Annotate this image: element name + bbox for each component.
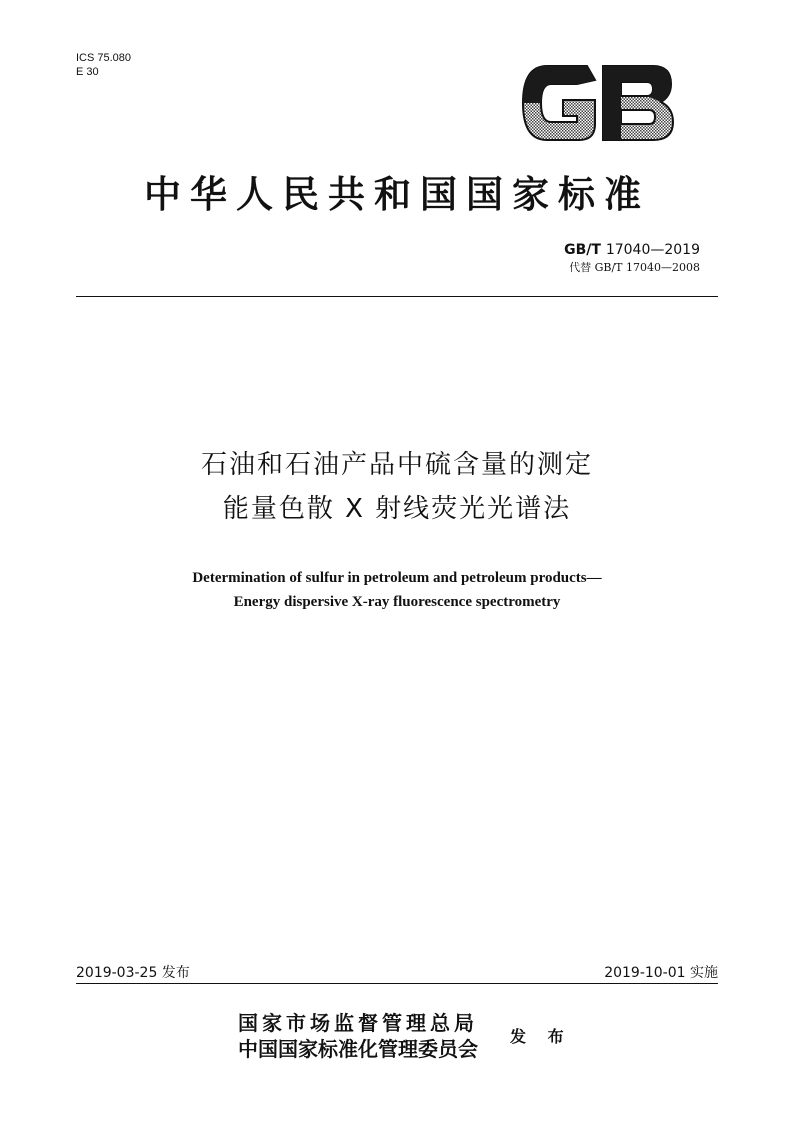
footer-divider <box>76 983 718 984</box>
header-divider <box>76 296 718 297</box>
publish-label: 发 布 <box>510 1027 572 1046</box>
standard-code-block <box>564 242 700 275</box>
issuing-authorities <box>238 1010 478 1062</box>
chinese-title <box>0 443 794 531</box>
issuer-sac: 中国国家标准化管理委员会 <box>238 1037 478 1061</box>
implementation-date: 2019-10-01 实施 <box>604 965 718 981</box>
standard-code-number: 17040—2019 <box>605 242 700 258</box>
gb-logo-icon <box>517 58 677 148</box>
ics-code: ICS 75.080 <box>76 52 132 64</box>
chinese-title-line-2: 能量色散 X 射线荧光光谱法 <box>222 494 572 524</box>
classification-codes <box>76 51 131 79</box>
ccs-code: E 30 <box>76 66 99 78</box>
english-title <box>0 566 794 614</box>
chinese-title-line-1: 石油和石油产品中硫含量的测定 <box>200 450 593 480</box>
issuer-samr: 国家市场监督管理总局 <box>238 1011 478 1035</box>
standard-code-prefix: GB/T <box>564 242 601 258</box>
replaces-note: 代替 GB/T 17040—2008 <box>569 261 700 274</box>
standard-code <box>564 242 700 258</box>
english-title-line-1: Determination of sulfur in petroleum and petroleum products— <box>192 570 602 586</box>
national-standard-title: 中华人民共和国国家标准 <box>144 172 650 216</box>
english-title-line-2: Energy dispersive X-ray fluorescence spectrometry <box>233 594 561 610</box>
issue-date: 2019-03-25 发布 <box>76 965 190 981</box>
